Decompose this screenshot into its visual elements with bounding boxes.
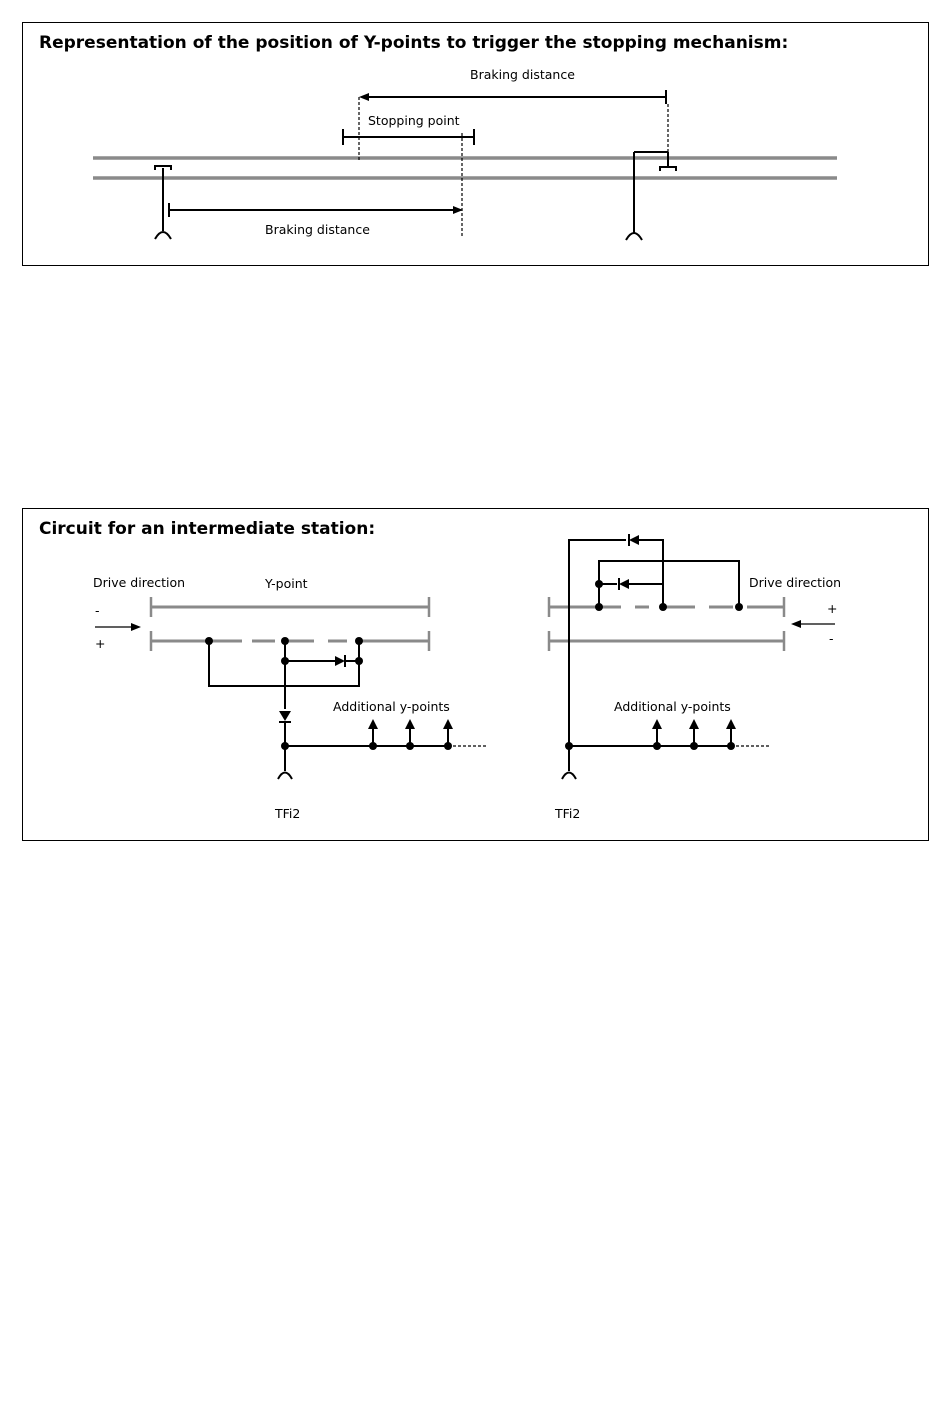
right-additional-y-points-label: Additional y-points [614, 699, 731, 714]
left-minus-sign: - [95, 603, 100, 618]
right-drive-direction-label: Drive direction [749, 575, 842, 590]
stopping-point-label: Stopping point [368, 113, 460, 128]
braking-distance-bottom-arrow [169, 203, 463, 217]
braking-distance-bottom-label: Braking distance [265, 222, 370, 237]
right-plus-sign: + [827, 601, 838, 616]
left-plus-sign: + [95, 636, 106, 651]
left-rail-bottom-segmented [151, 631, 429, 651]
stopping-diagram [23, 23, 928, 265]
panel-title-stopping: Representation of the position of Y-points to trigger the stopping mechanism: [39, 33, 789, 53]
y-point-label: Y-point [265, 576, 308, 591]
left-additional-y-points-label: Additional y-points [333, 699, 450, 714]
intermediate-station-panel [22, 508, 929, 841]
circuit-diagram [23, 509, 928, 840]
right-wiring [562, 534, 771, 779]
right-contact-symbol [626, 152, 676, 240]
panel-title-circuit: Circuit for an intermediate station: [39, 519, 376, 539]
braking-distance-top-label: Braking distance [470, 67, 575, 82]
left-rail-top [151, 597, 429, 617]
braking-distance-top-arrow [359, 90, 666, 104]
right-minus-sign: - [829, 631, 834, 646]
right-tfi2-label: TFi2 [555, 806, 581, 821]
left-drive-direction-label: Drive direction [93, 575, 186, 590]
stopping-mechanism-panel [22, 22, 929, 266]
stopping-point-bar [343, 129, 474, 145]
right-rail-bottom [549, 631, 784, 651]
left-tfi2-label: TFi2 [275, 806, 301, 821]
